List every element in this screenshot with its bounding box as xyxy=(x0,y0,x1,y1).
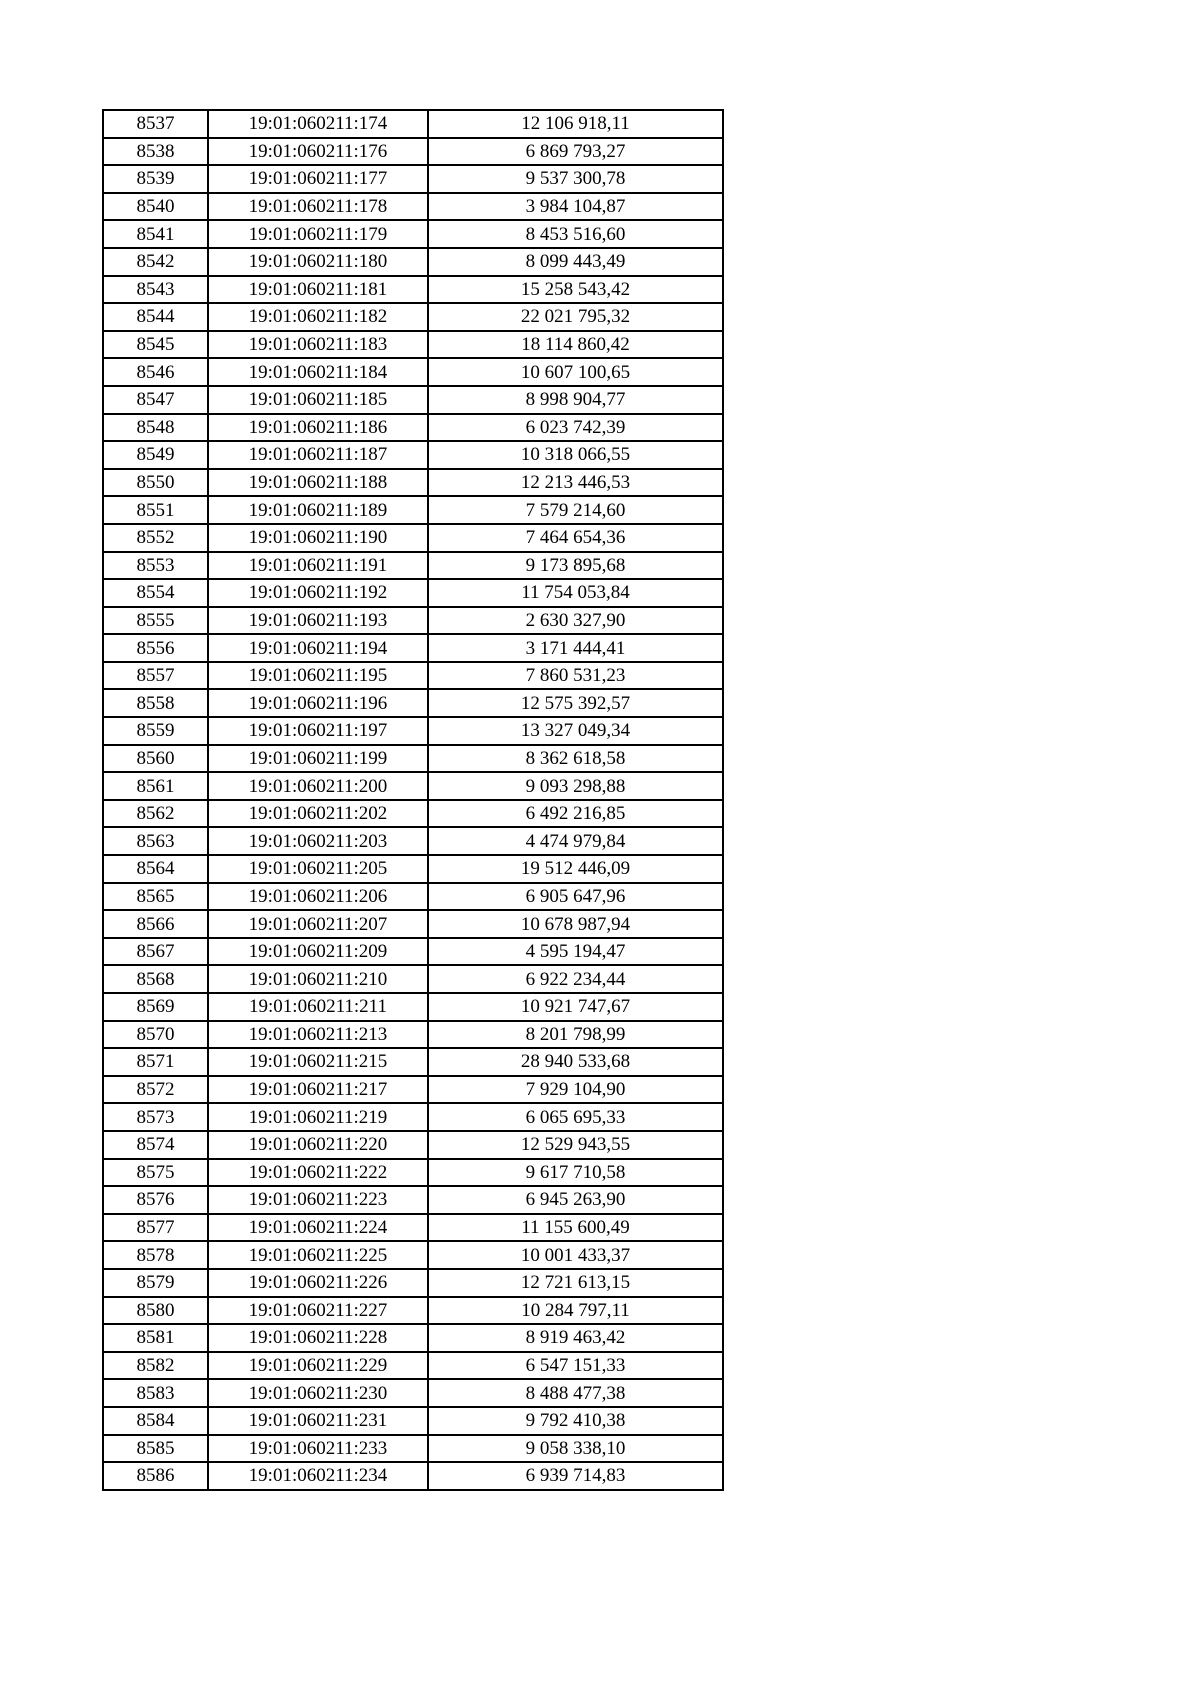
row-number-cell: 8572 xyxy=(103,1076,208,1104)
cadastral-number-cell: 19:01:060211:191 xyxy=(208,552,428,580)
row-number-cell: 8569 xyxy=(103,993,208,1021)
row-number-cell: 8570 xyxy=(103,1021,208,1049)
row-number-cell: 8551 xyxy=(103,496,208,524)
table-row xyxy=(103,110,723,138)
table-row xyxy=(103,607,723,635)
cadastral-number-cell: 19:01:060211:211 xyxy=(208,993,428,1021)
cadastral-value-cell: 13 327 049,34 xyxy=(428,717,723,745)
row-number-cell: 8548 xyxy=(103,414,208,442)
cadastral-value-cell: 2 630 327,90 xyxy=(428,607,723,635)
cadastral-value-cell: 9 537 300,78 xyxy=(428,165,723,193)
table-row xyxy=(103,965,723,993)
cadastral-value-cell: 10 607 100,65 xyxy=(428,358,723,386)
cadastral-value-cell: 12 721 613,15 xyxy=(428,1269,723,1297)
cadastral-value-cell: 11 754 053,84 xyxy=(428,579,723,607)
row-number-cell: 8573 xyxy=(103,1103,208,1131)
cadastral-value-cell: 6 492 216,85 xyxy=(428,800,723,828)
cadastral-value-cell: 12 529 943,55 xyxy=(428,1131,723,1159)
cadastral-number-cell: 19:01:060211:187 xyxy=(208,441,428,469)
row-number-cell: 8542 xyxy=(103,248,208,276)
cadastral-value-cell: 22 021 795,32 xyxy=(428,303,723,331)
cadastral-number-cell: 19:01:060211:206 xyxy=(208,883,428,911)
row-number-cell: 8545 xyxy=(103,331,208,359)
row-number-cell: 8557 xyxy=(103,662,208,690)
table-row xyxy=(103,1048,723,1076)
row-number-cell: 8556 xyxy=(103,634,208,662)
cadastral-number-cell: 19:01:060211:233 xyxy=(208,1435,428,1463)
table-row xyxy=(103,1435,723,1463)
table-row xyxy=(103,1131,723,1159)
table-row xyxy=(103,331,723,359)
cadastral-value-cell: 8 362 618,58 xyxy=(428,745,723,773)
cadastral-number-cell: 19:01:060211:176 xyxy=(208,138,428,166)
cadastral-value-cell: 4 474 979,84 xyxy=(428,827,723,855)
table-row xyxy=(103,524,723,552)
cadastral-value-cell: 6 905 647,96 xyxy=(428,883,723,911)
row-number-cell: 8541 xyxy=(103,220,208,248)
row-number-cell: 8550 xyxy=(103,469,208,497)
cadastral-value-cell: 7 464 654,36 xyxy=(428,524,723,552)
cadastral-number-cell: 19:01:060211:229 xyxy=(208,1352,428,1380)
cadastral-number-cell: 19:01:060211:183 xyxy=(208,331,428,359)
cadastral-number-cell: 19:01:060211:207 xyxy=(208,910,428,938)
row-number-cell: 8549 xyxy=(103,441,208,469)
cadastral-value-cell: 3 984 104,87 xyxy=(428,193,723,221)
table-row xyxy=(103,800,723,828)
table-row xyxy=(103,1076,723,1104)
cadastral-value-cell: 6 023 742,39 xyxy=(428,414,723,442)
row-number-cell: 8579 xyxy=(103,1269,208,1297)
cadastral-value-cell: 10 678 987,94 xyxy=(428,910,723,938)
cadastral-number-cell: 19:01:060211:219 xyxy=(208,1103,428,1131)
cadastral-value-cell: 8 998 904,77 xyxy=(428,386,723,414)
cadastral-value-cell: 8 099 443,49 xyxy=(428,248,723,276)
table-row xyxy=(103,1269,723,1297)
cadastral-number-cell: 19:01:060211:194 xyxy=(208,634,428,662)
row-number-cell: 8567 xyxy=(103,938,208,966)
table-row xyxy=(103,993,723,1021)
table-row xyxy=(103,1241,723,1269)
cadastral-value-cell: 6 547 151,33 xyxy=(428,1352,723,1380)
cadastral-number-cell: 19:01:060211:220 xyxy=(208,1131,428,1159)
table-row xyxy=(103,386,723,414)
cadastral-number-cell: 19:01:060211:224 xyxy=(208,1214,428,1242)
table-row xyxy=(103,1021,723,1049)
row-number-cell: 8538 xyxy=(103,138,208,166)
cadastral-number-cell: 19:01:060211:188 xyxy=(208,469,428,497)
row-number-cell: 8544 xyxy=(103,303,208,331)
row-number-cell: 8583 xyxy=(103,1379,208,1407)
row-number-cell: 8563 xyxy=(103,827,208,855)
cadastral-number-cell: 19:01:060211:230 xyxy=(208,1379,428,1407)
row-number-cell: 8576 xyxy=(103,1186,208,1214)
cadastral-value-cell: 10 921 747,67 xyxy=(428,993,723,1021)
row-number-cell: 8566 xyxy=(103,910,208,938)
table-row xyxy=(103,689,723,717)
table-row xyxy=(103,496,723,524)
table-row xyxy=(103,579,723,607)
cadastral-number-cell: 19:01:060211:185 xyxy=(208,386,428,414)
cadastral-value-cell: 8 488 477,38 xyxy=(428,1379,723,1407)
cadastral-number-cell: 19:01:060211:215 xyxy=(208,1048,428,1076)
cadastral-value-cell: 6 869 793,27 xyxy=(428,138,723,166)
row-number-cell: 8539 xyxy=(103,165,208,193)
cadastral-value-table xyxy=(102,109,724,1491)
cadastral-value-cell: 4 595 194,47 xyxy=(428,938,723,966)
cadastral-number-cell: 19:01:060211:178 xyxy=(208,193,428,221)
cadastral-value-cell: 18 114 860,42 xyxy=(428,331,723,359)
row-number-cell: 8575 xyxy=(103,1159,208,1187)
cadastral-number-cell: 19:01:060211:186 xyxy=(208,414,428,442)
cadastral-number-cell: 19:01:060211:193 xyxy=(208,607,428,635)
row-number-cell: 8537 xyxy=(103,110,208,138)
cadastral-number-cell: 19:01:060211:209 xyxy=(208,938,428,966)
row-number-cell: 8561 xyxy=(103,772,208,800)
row-number-cell: 8574 xyxy=(103,1131,208,1159)
cadastral-value-cell: 10 001 433,37 xyxy=(428,1241,723,1269)
row-number-cell: 8581 xyxy=(103,1324,208,1352)
cadastral-number-cell: 19:01:060211:231 xyxy=(208,1407,428,1435)
table-row xyxy=(103,414,723,442)
table-row xyxy=(103,165,723,193)
row-number-cell: 8564 xyxy=(103,855,208,883)
cadastral-number-cell: 19:01:060211:234 xyxy=(208,1462,428,1490)
row-number-cell: 8568 xyxy=(103,965,208,993)
cadastral-number-cell: 19:01:060211:197 xyxy=(208,717,428,745)
table-row xyxy=(103,855,723,883)
row-number-cell: 8543 xyxy=(103,276,208,304)
table-row xyxy=(103,220,723,248)
cadastral-value-cell: 8 201 798,99 xyxy=(428,1021,723,1049)
cadastral-value-cell: 9 173 895,68 xyxy=(428,552,723,580)
cadastral-number-cell: 19:01:060211:181 xyxy=(208,276,428,304)
row-number-cell: 8571 xyxy=(103,1048,208,1076)
table-row xyxy=(103,938,723,966)
cadastral-value-cell: 9 617 710,58 xyxy=(428,1159,723,1187)
row-number-cell: 8552 xyxy=(103,524,208,552)
table-row xyxy=(103,1407,723,1435)
cadastral-number-cell: 19:01:060211:228 xyxy=(208,1324,428,1352)
cadastral-value-cell: 9 093 298,88 xyxy=(428,772,723,800)
table-row xyxy=(103,662,723,690)
cadastral-value-cell: 12 575 392,57 xyxy=(428,689,723,717)
row-number-cell: 8585 xyxy=(103,1435,208,1463)
table-row xyxy=(103,1297,723,1325)
cadastral-value-cell: 9 792 410,38 xyxy=(428,1407,723,1435)
row-number-cell: 8559 xyxy=(103,717,208,745)
table-row xyxy=(103,469,723,497)
cadastral-value-cell: 11 155 600,49 xyxy=(428,1214,723,1242)
row-number-cell: 8578 xyxy=(103,1241,208,1269)
cadastral-value-cell: 10 284 797,11 xyxy=(428,1297,723,1325)
table-row xyxy=(103,276,723,304)
cadastral-number-cell: 19:01:060211:222 xyxy=(208,1159,428,1187)
table-body xyxy=(103,110,723,1490)
table-row xyxy=(103,772,723,800)
cadastral-value-cell: 6 922 234,44 xyxy=(428,965,723,993)
cadastral-number-cell: 19:01:060211:182 xyxy=(208,303,428,331)
table-row xyxy=(103,1103,723,1131)
cadastral-value-cell: 7 929 104,90 xyxy=(428,1076,723,1104)
table-row xyxy=(103,1379,723,1407)
cadastral-value-cell: 15 258 543,42 xyxy=(428,276,723,304)
cadastral-value-cell: 9 058 338,10 xyxy=(428,1435,723,1463)
cadastral-value-cell: 3 171 444,41 xyxy=(428,634,723,662)
cadastral-number-cell: 19:01:060211:200 xyxy=(208,772,428,800)
row-number-cell: 8547 xyxy=(103,386,208,414)
cadastral-value-cell: 8 919 463,42 xyxy=(428,1324,723,1352)
cadastral-number-cell: 19:01:060211:202 xyxy=(208,800,428,828)
row-number-cell: 8540 xyxy=(103,193,208,221)
cadastral-number-cell: 19:01:060211:203 xyxy=(208,827,428,855)
cadastral-number-cell: 19:01:060211:225 xyxy=(208,1241,428,1269)
cadastral-number-cell: 19:01:060211:210 xyxy=(208,965,428,993)
row-number-cell: 8546 xyxy=(103,358,208,386)
cadastral-number-cell: 19:01:060211:199 xyxy=(208,745,428,773)
table-row xyxy=(103,1324,723,1352)
row-number-cell: 8560 xyxy=(103,745,208,773)
row-number-cell: 8554 xyxy=(103,579,208,607)
cadastral-value-cell: 6 945 263,90 xyxy=(428,1186,723,1214)
table-row xyxy=(103,634,723,662)
row-number-cell: 8582 xyxy=(103,1352,208,1380)
cadastral-value-cell: 7 860 531,23 xyxy=(428,662,723,690)
cadastral-number-cell: 19:01:060211:213 xyxy=(208,1021,428,1049)
cadastral-value-cell: 6 939 714,83 xyxy=(428,1462,723,1490)
cadastral-number-cell: 19:01:060211:195 xyxy=(208,662,428,690)
table-row xyxy=(103,358,723,386)
table-row xyxy=(103,827,723,855)
table-row xyxy=(103,1352,723,1380)
cadastral-number-cell: 19:01:060211:223 xyxy=(208,1186,428,1214)
row-number-cell: 8553 xyxy=(103,552,208,580)
cadastral-number-cell: 19:01:060211:180 xyxy=(208,248,428,276)
row-number-cell: 8562 xyxy=(103,800,208,828)
cadastral-number-cell: 19:01:060211:196 xyxy=(208,689,428,717)
table-row xyxy=(103,883,723,911)
row-number-cell: 8584 xyxy=(103,1407,208,1435)
table-row xyxy=(103,303,723,331)
table-row xyxy=(103,717,723,745)
row-number-cell: 8555 xyxy=(103,607,208,635)
cadastral-value-cell: 12 106 918,11 xyxy=(428,110,723,138)
cadastral-number-cell: 19:01:060211:205 xyxy=(208,855,428,883)
cadastral-number-cell: 19:01:060211:179 xyxy=(208,220,428,248)
cadastral-number-cell: 19:01:060211:184 xyxy=(208,358,428,386)
table-row xyxy=(103,193,723,221)
cadastral-value-cell: 7 579 214,60 xyxy=(428,496,723,524)
row-number-cell: 8586 xyxy=(103,1462,208,1490)
cadastral-value-cell: 19 512 446,09 xyxy=(428,855,723,883)
cadastral-value-cell: 10 318 066,55 xyxy=(428,441,723,469)
cadastral-number-cell: 19:01:060211:177 xyxy=(208,165,428,193)
cadastral-value-cell: 12 213 446,53 xyxy=(428,469,723,497)
row-number-cell: 8558 xyxy=(103,689,208,717)
cadastral-value-cell: 8 453 516,60 xyxy=(428,220,723,248)
cadastral-number-cell: 19:01:060211:174 xyxy=(208,110,428,138)
table-row xyxy=(103,1214,723,1242)
table-row xyxy=(103,1186,723,1214)
cadastral-number-cell: 19:01:060211:190 xyxy=(208,524,428,552)
row-number-cell: 8580 xyxy=(103,1297,208,1325)
table-row xyxy=(103,910,723,938)
cadastral-value-cell: 28 940 533,68 xyxy=(428,1048,723,1076)
table-row xyxy=(103,248,723,276)
cadastral-number-cell: 19:01:060211:189 xyxy=(208,496,428,524)
table-row xyxy=(103,1159,723,1187)
table-row xyxy=(103,138,723,166)
table-row xyxy=(103,552,723,580)
cadastral-value-cell: 6 065 695,33 xyxy=(428,1103,723,1131)
table-row xyxy=(103,745,723,773)
row-number-cell: 8577 xyxy=(103,1214,208,1242)
table-row xyxy=(103,441,723,469)
cadastral-number-cell: 19:01:060211:192 xyxy=(208,579,428,607)
table-row xyxy=(103,1462,723,1490)
cadastral-number-cell: 19:01:060211:217 xyxy=(208,1076,428,1104)
cadastral-number-cell: 19:01:060211:227 xyxy=(208,1297,428,1325)
cadastral-number-cell: 19:01:060211:226 xyxy=(208,1269,428,1297)
row-number-cell: 8565 xyxy=(103,883,208,911)
